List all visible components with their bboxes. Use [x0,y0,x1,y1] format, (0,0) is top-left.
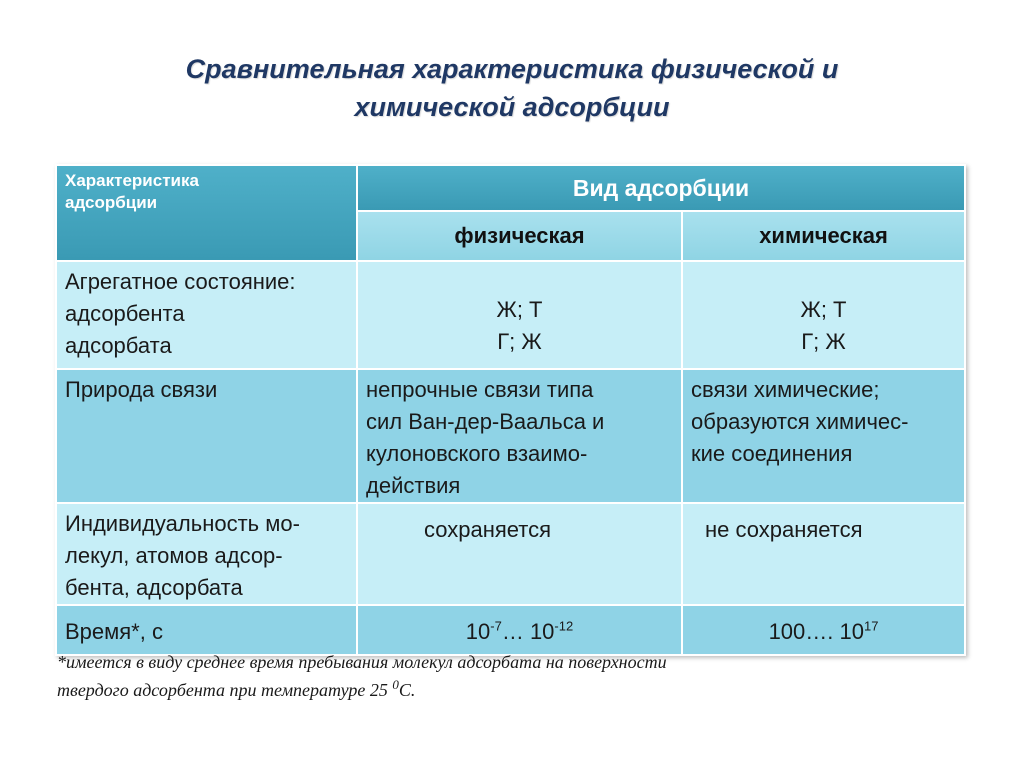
row-label-line: Природа связи [65,377,218,402]
cell-line: кие соединения [691,441,853,466]
row-label-line: Индивидуальность мо- [65,511,300,536]
row-label [56,369,357,503]
row-label [56,503,357,605]
header-chemical: химическая [682,211,965,261]
cell-line: Г; Ж [801,329,846,354]
header-characteristic [56,165,357,261]
row-label [56,261,357,369]
footnote [57,648,962,704]
slide-title [0,50,1024,126]
cell-line: не сохраняется [705,517,863,542]
row-label-line: бента, адсорбата [65,575,243,600]
cell-physical [357,503,682,605]
table-row [56,261,965,369]
header-physical: физическая [357,211,682,261]
row-label-line: лекул, атомов адсор- [65,543,283,568]
row-label-line: Агрегатное состояние: [65,269,296,294]
time-chemical-exp: 17 [863,618,879,634]
row-label-line: адсорбента [65,301,185,326]
time-physical-exp: -7 [490,618,502,634]
header-characteristic-line1: Характеристика [65,171,199,190]
time-physical-base: 10 [465,619,491,644]
footnote-line2 [57,676,962,704]
cell-line: сил Ван-дер-Ваальса и [366,409,605,434]
table-row [56,503,965,605]
row-label-line: адсорбата [65,333,172,358]
cell-line: образуются химичес- [691,409,909,434]
cell-line: связи химические; [691,377,880,402]
cell-line: Г; Ж [497,329,542,354]
time-physical-sep: … 10 [501,619,555,644]
table-row [56,369,965,503]
header-characteristic-line2: адсорбции [65,193,158,212]
cell-chemical [682,503,965,605]
row-label-line: Время*, с [65,619,163,644]
header-adsorption-type: Вид адсорбции [357,165,965,211]
footnote-line2-text: твердого адсорбента при температуре 25 [57,680,393,700]
cell-physical [357,369,682,503]
comparison-table [55,164,966,656]
footnote-degree: 0 [392,677,399,692]
slide-title-line2: химической адсорбции [354,92,670,122]
footnote-line1: *имеется в виду среднее время пребывания молекул адсорбата на поверхности [57,652,667,672]
cell-line: сохраняется [424,517,552,542]
cell-chemical [682,369,965,503]
time-chemical-base: 100…. 10 [768,619,864,644]
cell-line: Ж; Т [800,297,847,322]
cell-line: непрочные связи типа [366,377,594,402]
cell-physical [357,261,682,369]
cell-line: кулоновского взаимо- [366,441,588,466]
cell-chemical [682,261,965,369]
footnote-line2-end: С. [398,680,416,700]
time-physical-exp2: -12 [554,618,574,634]
cell-line: Ж; Т [496,297,543,322]
slide-title-line1: Сравнительная характеристика физической и [185,54,839,84]
cell-line: действия [366,473,461,498]
